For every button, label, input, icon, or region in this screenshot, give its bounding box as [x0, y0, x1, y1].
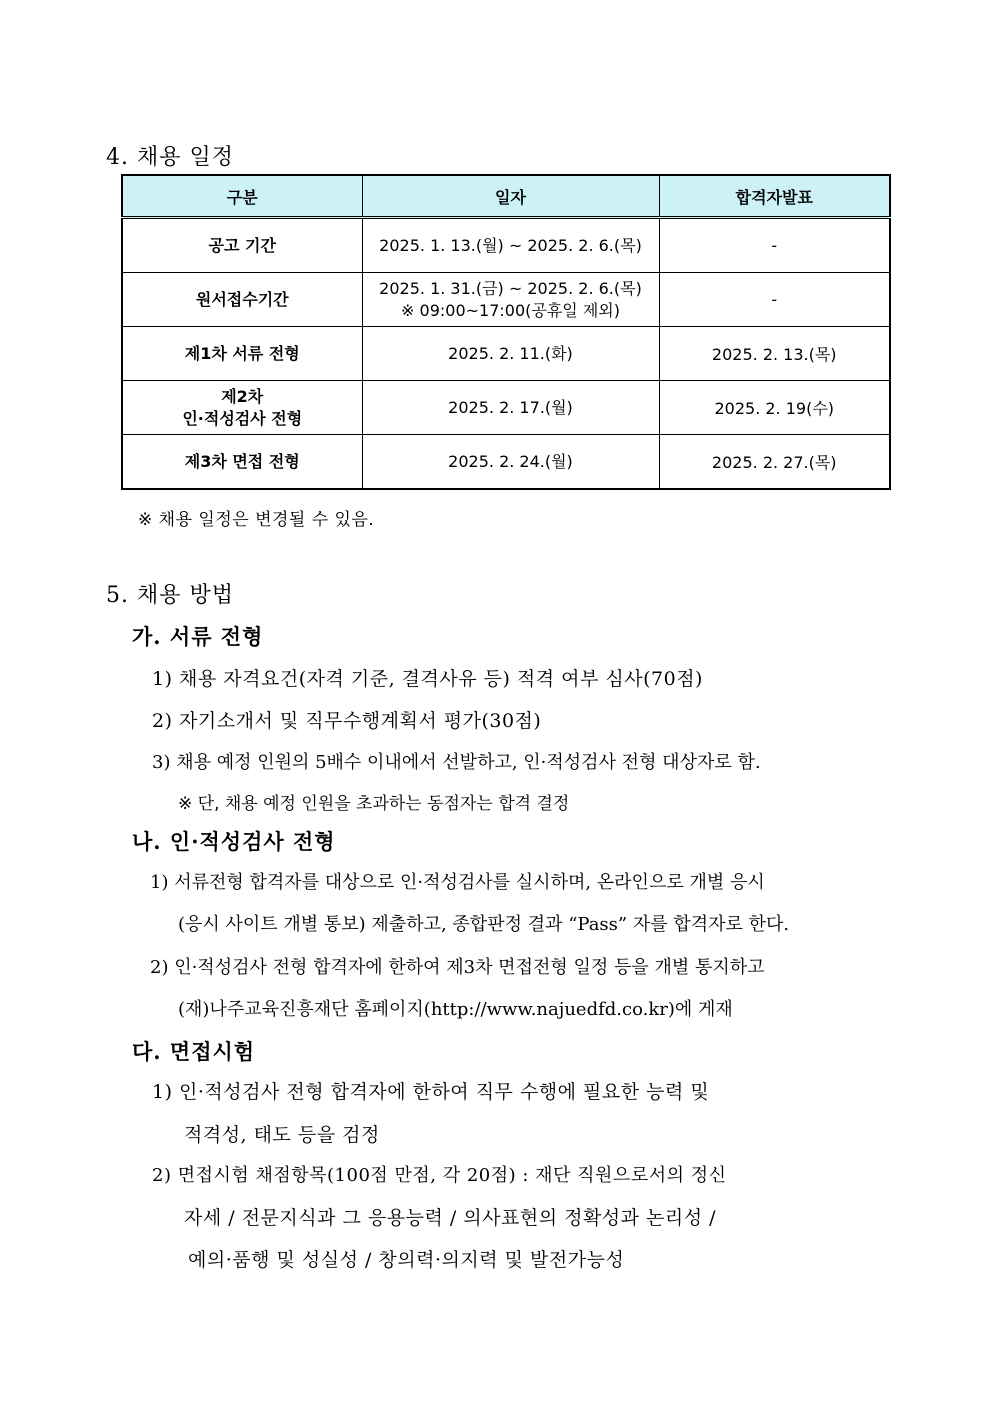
row-date: 2025. 2. 11.(화) — [362, 327, 659, 381]
schedule-note: ※ 채용 일정은 변경될 수 있음. — [138, 510, 375, 530]
subsection-b-title: 나. 인·적성검사 전형 — [132, 829, 336, 854]
row-date: 2025. 2. 17.(월) — [362, 381, 659, 435]
row-announce: - — [659, 218, 890, 273]
subsection-b-item-1-line-1: 1) 서류전형 합격자를 대상으로 인·적성검사를 실시하며, 온라인으로 개별 응시 — [150, 872, 765, 893]
row-date: 2025. 1. 13.(월) ~ 2025. 2. 6.(목) — [362, 218, 659, 273]
subsection-c-item-1-line-2: 적격성, 태도 등을 검정 — [184, 1124, 380, 1146]
subsection-a-item-3: 3) 채용 예정 인원의 5배수 이내에서 선발하고, 인·적성검사 전형 대상자로 함. — [152, 752, 761, 773]
subsection-c-item-2-line-1: 2) 면접시험 채점항목(100점 만점, 각 20점) : 재단 직원으로서의 정신 — [152, 1165, 727, 1186]
row-announce: 2025. 2. 13.(목) — [659, 327, 890, 381]
row-date: 2025. 2. 24.(월) — [362, 435, 659, 490]
subsection-c-item-2-line-2: 자세 / 전문지식과 그 응용능력 / 의사표현의 정확성과 논리성 / — [184, 1207, 717, 1229]
row-label: 제1차 서류 전형 — [122, 327, 362, 381]
row-label: 제3차 면접 전형 — [122, 435, 362, 490]
row-announce: 2025. 2. 27.(목) — [659, 435, 890, 490]
section-5-title: 5. 채용 방법 — [106, 583, 234, 608]
subsection-a-item-1: 1) 채용 자격요건(자격 기준, 결격사유 등) 적격 여부 심사(70점) — [152, 668, 703, 690]
table-row — [122, 327, 890, 381]
subsection-c-item-2-line-3: 예의·품행 및 성실성 / 창의력·의지력 및 발전가능성 — [188, 1249, 625, 1271]
row-label: 제2차 인·적성검사 전형 — [122, 381, 362, 435]
subsection-c-title: 다. 면접시험 — [132, 1039, 256, 1064]
subsection-b-item-1-line-2: (응시 사이트 개별 통보) 제출하고, 종합판정 결과 “Pass” 자를 합격자로 한다. — [178, 914, 790, 935]
table-row — [122, 218, 890, 273]
row-date: 2025. 1. 31.(금) ~ 2025. 2. 6.(목) ※ 09:00~17:00(공휴일 제외) — [362, 273, 659, 327]
subsection-b-item-2-line-2: (재)나주교육진흥재단 홈페이지(http://www.najuedfd.co.kr)에 게재 — [178, 999, 733, 1020]
subsection-a-title: 가. 서류 전형 — [132, 624, 264, 649]
schedule-table — [121, 174, 891, 490]
header-date: 일자 — [362, 175, 659, 218]
table-row — [122, 381, 890, 435]
subsection-a-note: ※ 단, 채용 예정 인원을 초과하는 동점자는 합격 결정 — [178, 794, 570, 814]
subsection-a-item-2: 2) 자기소개서 및 직무수행계획서 평가(30점) — [152, 710, 542, 732]
table-row — [122, 435, 890, 490]
subsection-c-item-1-line-1: 1) 인·적성검사 전형 합격자에 한하여 직무 수행에 필요한 능력 및 — [152, 1081, 710, 1103]
header-announce: 합격자발표 — [659, 175, 890, 218]
row-announce: - — [659, 273, 890, 327]
table-header-row — [122, 175, 890, 218]
row-label: 원서접수기간 — [122, 273, 362, 327]
header-category: 구분 — [122, 175, 362, 218]
row-label: 공고 기간 — [122, 218, 362, 273]
subsection-b-item-2-line-1: 2) 인·적성검사 전형 합격자에 한하여 제3차 면접전형 일정 등을 개별 통지하고 — [150, 957, 765, 978]
section-4-title: 4. 채용 일정 — [106, 145, 234, 170]
table-row — [122, 273, 890, 327]
row-announce: 2025. 2. 19(수) — [659, 381, 890, 435]
